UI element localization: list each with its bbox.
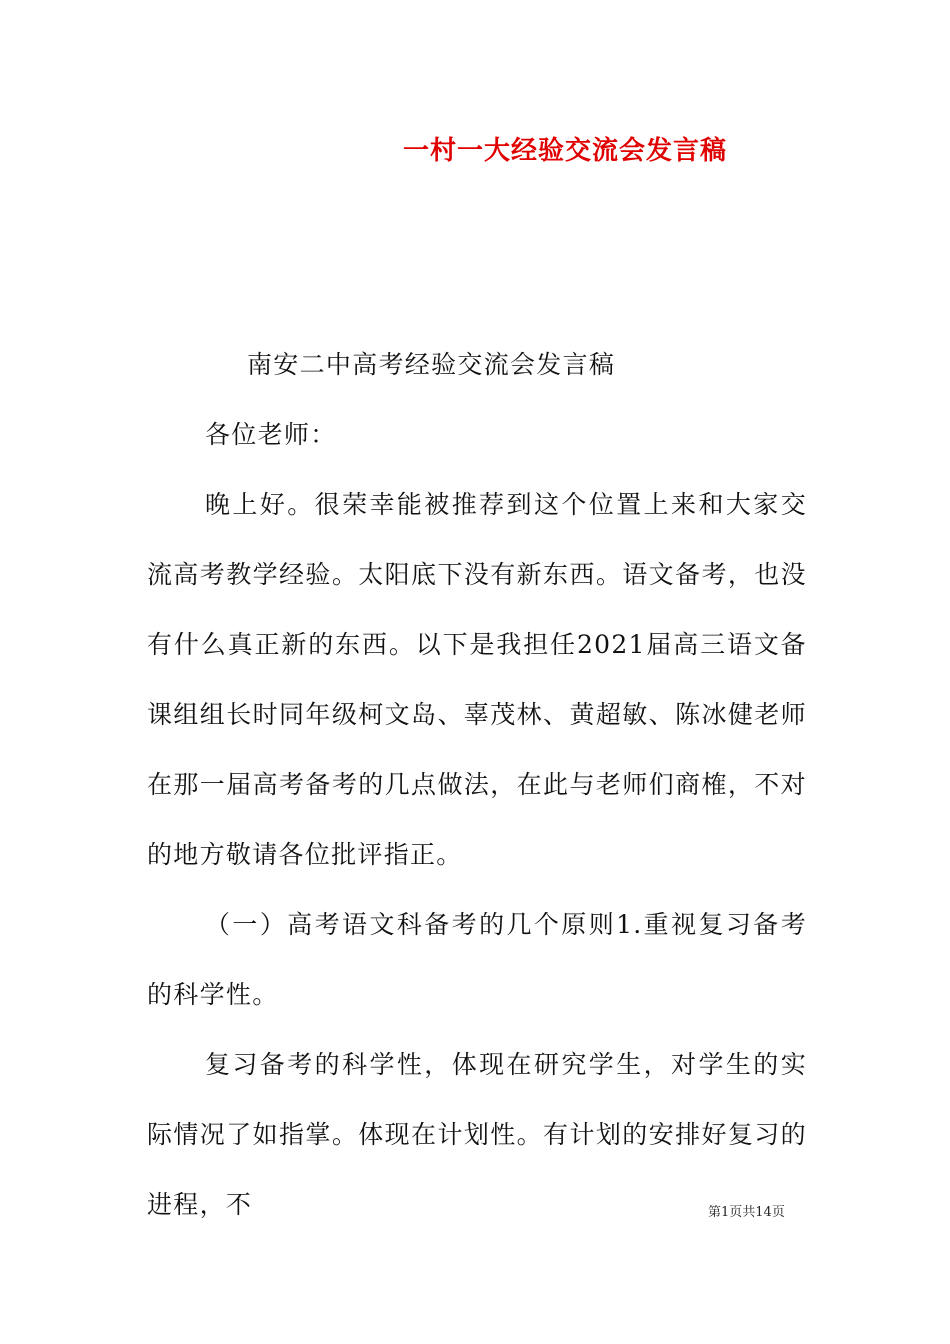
document-title: 一村一大经验交流会发言稿 <box>402 136 727 166</box>
paragraph: 晚上好。很荣幸能被推荐到这个位置上来和大家交流高考教学经验。太阳底下没有新东西。语文备考，也没有什么真正新的东西。以下是我担任2021届高三语文备课组组长时同年级柯文岛、辜茂林、黄超敏、陈冰健老师在那一届高考备考的几点做法，在此与老师们商榷，不对的地方敬请各位批评指正。 <box>147 490 807 869</box>
document-body <box>147 330 807 1240</box>
speech-heading: 南安二中高考经验交流会发言稿 <box>247 350 616 379</box>
section-heading: （一）高考语文科备考的几个原则1.重视复习备考的科学性。 <box>147 910 807 1009</box>
page-number: 第1页共14页 <box>708 1205 785 1220</box>
salutation: 各位老师： <box>205 420 337 449</box>
paragraph: 复习备考的科学性，体现在研究学生，对学生的实际情况了如指掌。体现在计划性。有计划的安排好复习的进程，不 <box>147 1050 807 1219</box>
